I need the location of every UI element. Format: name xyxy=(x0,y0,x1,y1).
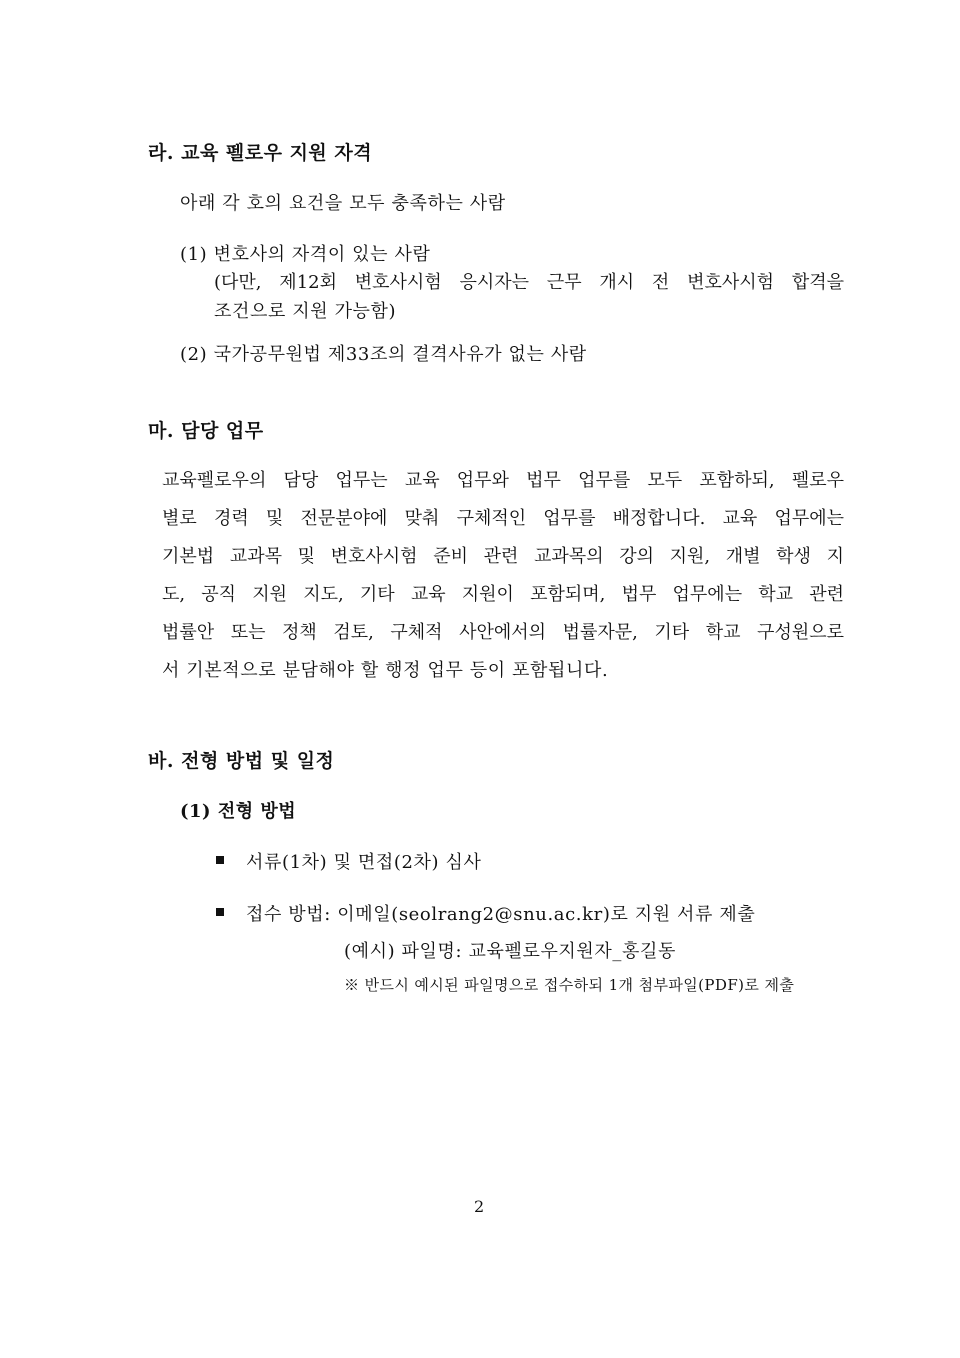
filename-example: (예시) 파일명: 교육펠로우지원자_홍길동 xyxy=(344,941,676,962)
duties-paragraph-line: 기본법 교과목 및 변호사시험 준비 관련 교과목의 강의 지원, 개별 학생 지 xyxy=(162,546,844,567)
duties-paragraph-line: 서 기본적으로 분담해야 할 행정 업무 등이 포함됩니다. xyxy=(162,660,609,681)
qualification-item-1-note-line-2: 조건으로 지원 가능함) xyxy=(214,301,397,322)
duties-paragraph-line: 교육펠로우의 담당 업무는 교육 업무와 법무 업무를 모두 포함하되, 펠로우 xyxy=(162,470,844,491)
selection-method-heading: (1) 전형 방법 xyxy=(180,801,297,822)
submission-notice: ※ 반드시 예시된 파일명으로 접수하되 1개 첨부파일(PDF)로 제출 xyxy=(344,976,795,994)
duties-paragraph-line: 도, 공직 지원 지도, 기타 교육 지원이 포함되며, 법무 업무에는 학교 관련 xyxy=(162,584,844,605)
selection-method-bullet-1: 서류(1차) 및 면접(2차) 심사 xyxy=(246,852,482,873)
qualifications-intro: 아래 각 호의 요건을 모두 충족하는 사람 xyxy=(180,193,506,214)
section-heading-selection: 바. 전형 방법 및 일정 xyxy=(148,750,335,772)
square-bullet-icon xyxy=(216,908,224,916)
section-heading-qualifications: 라. 교육 펠로우 지원 자격 xyxy=(148,142,373,164)
square-bullet-icon xyxy=(216,856,224,864)
duties-paragraph-line: 별로 경력 및 전문분야에 맞춰 구체적인 업무를 배정합니다. 교육 업무에는 xyxy=(162,508,844,529)
selection-method-bullet-2: 접수 방법: 이메일(seolrang2@snu.ac.kr)로 지원 서류 제출 xyxy=(246,904,756,925)
section-heading-duties: 마. 담당 업무 xyxy=(148,420,264,442)
qualification-item-1-note-line-1: (다만, 제12회 변호사시험 응시자는 근무 개시 전 변호사시험 합격을 xyxy=(214,272,844,293)
qualification-item-1: (1) 변호사의 자격이 있는 사람 xyxy=(180,244,431,265)
duties-paragraph-line: 법률안 또는 정책 검토, 구체적 사안에서의 법률자문, 기타 학교 구성원으로 xyxy=(162,622,844,643)
page-number: 2 xyxy=(474,1197,485,1216)
qualification-item-2: (2) 국가공무원법 제33조의 결격사유가 없는 사람 xyxy=(180,344,587,365)
